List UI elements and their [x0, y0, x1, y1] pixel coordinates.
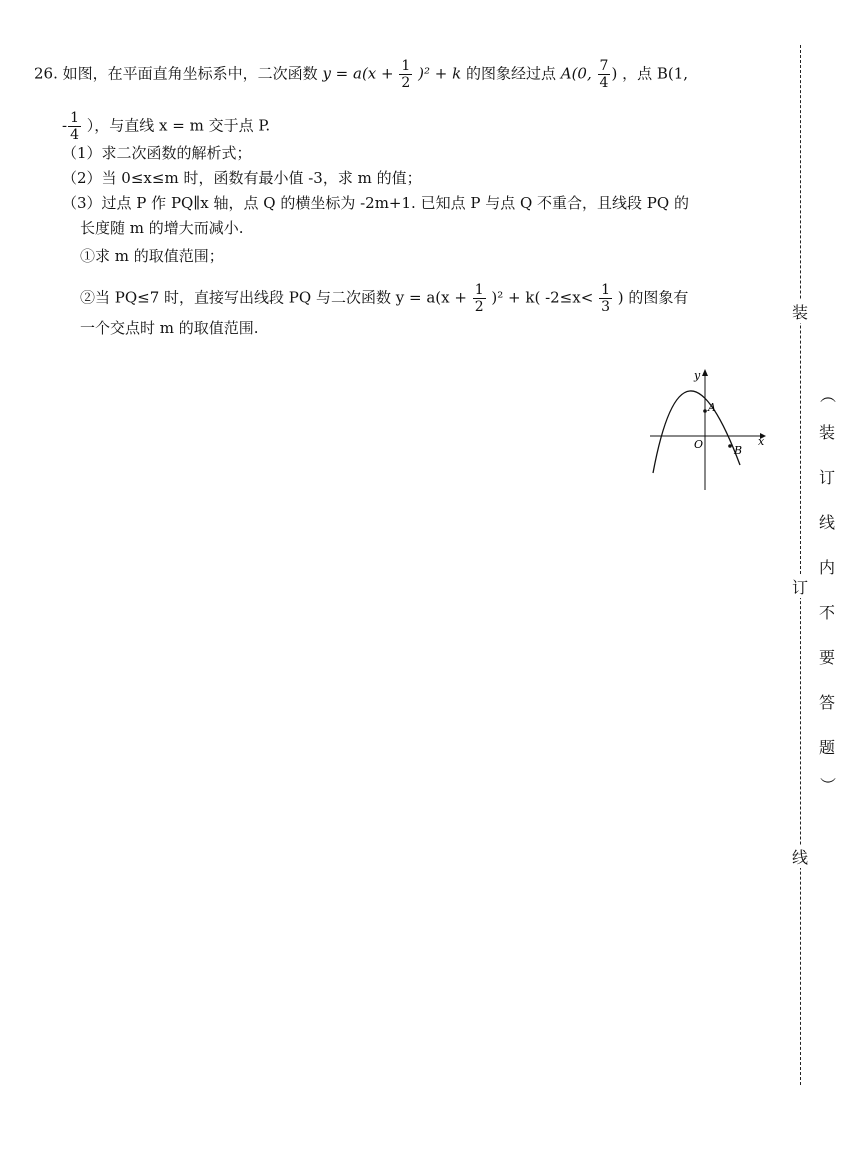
- sub-question-2-end: 一个交点时 m 的取值范围.: [80, 319, 259, 337]
- x-label: x: [758, 435, 765, 448]
- fraction-seven-fourths: $\frac{7}{4}$: [599, 58, 609, 91]
- fraction-quarter: $\frac{1}{4}$: [70, 110, 79, 143]
- fraction-half-2: $\frac{1}{2}$: [474, 282, 484, 315]
- b-label: B: [734, 444, 743, 457]
- question-line-2: - $\frac{1}{4}$ ），与直线 x = m 交于点 P.: [62, 110, 271, 143]
- function-head: y = a(x +: [322, 64, 394, 83]
- pass-text: 的图象经过点: [465, 64, 556, 83]
- part-1: （1）求二次函数的解析式；: [62, 144, 252, 162]
- fraction-half: $\frac{1}{2}$: [401, 58, 411, 91]
- parabola-curve: [653, 391, 743, 473]
- sub-question-1: ①求 m 的取值范围；: [80, 247, 224, 265]
- point-a-dot: [703, 409, 707, 413]
- part-2: （2）当 0≤x≤m 时，函数有最小值 -3，求 m 的值；: [62, 169, 422, 187]
- question-number: 26.: [34, 64, 58, 83]
- binding-marker-xian: 线: [788, 845, 812, 868]
- binding-marker-ding: 订: [788, 575, 812, 598]
- intro-text: 如图，在平面直角坐标系中，二次函数: [62, 64, 318, 83]
- binding-dashed-line: [800, 45, 801, 1085]
- binding-note: （ 装 订 线 内 不 要 答 题 ）: [818, 386, 837, 793]
- parabola-graph: [645, 363, 770, 493]
- point-a: A(0,: [560, 64, 592, 83]
- part-3b: 长度随 m 的增大而减小.: [80, 219, 244, 237]
- question-line-1: 26. 如图，在平面直角坐标系中，二次函数 y = a(x + $\frac{1}{2}$ )² + k 的图象经过点 A(0, $\frac{7}{4}$ ) ，点 B(1,: [34, 58, 689, 91]
- binding-marker-zhuang: 装: [788, 300, 812, 323]
- y-label: y: [694, 369, 701, 382]
- origin-label: O: [694, 438, 704, 451]
- part-3a: （3）过点 P 作 PQ∥x 轴，点 Q 的横坐标为 -2m+1. 已知点 P 与点 Q 不重合，且线段 PQ 的: [62, 194, 689, 212]
- sub-question-2: ②当 PQ≤7 时，直接写出线段 PQ 与二次函数 y = a(x + $\frac{1}{2}$ )² + k( -2≤x< $\frac{1}{3}$ ) 的图象有: [80, 282, 689, 315]
- point-b-dot: [728, 444, 732, 448]
- line2-text: ），与直线 x = m 交于点 P.: [86, 116, 271, 135]
- point-b-text: ，点 B(1,: [622, 64, 689, 83]
- a-label: A: [708, 401, 716, 414]
- function-tail: )² + k: [418, 64, 462, 83]
- y-axis-arrow: [702, 369, 708, 376]
- fraction-third: $\frac{1}{3}$: [601, 282, 610, 315]
